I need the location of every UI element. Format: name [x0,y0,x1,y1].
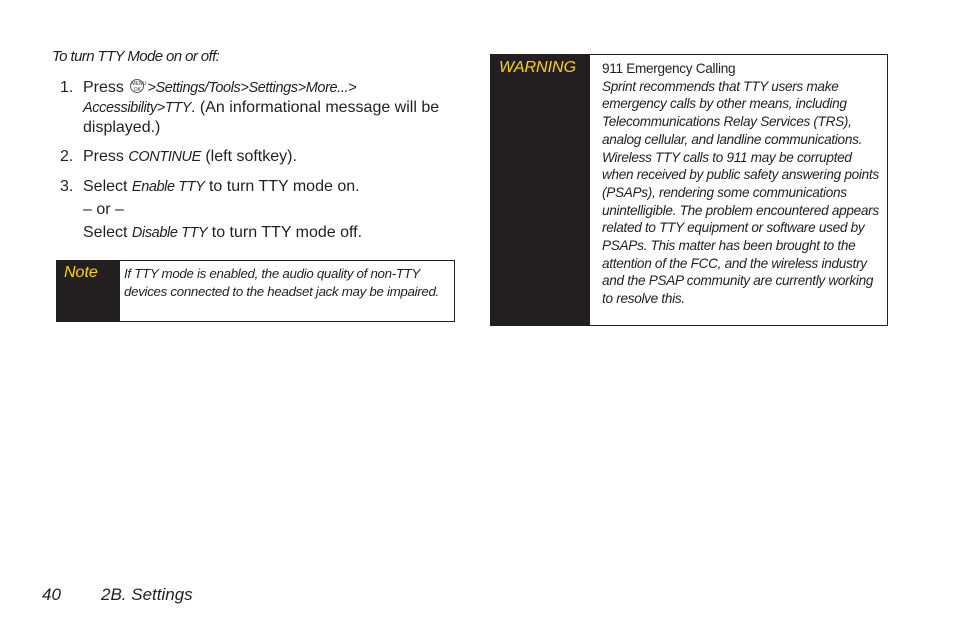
step-2 [60,147,445,167]
path-separator: > [240,80,249,96]
step-number: 3. [60,178,74,195]
path-separator: > [147,80,156,96]
section-title: 2B. Settings [101,585,193,604]
disable-tty-option: Disable TTY [131,225,208,241]
warning-text: Sprint recommends that TTY users make emergency calls by other means, including Telecommunications Relay Services (TRS), analog cellular, and landline communications. Wireless TTY calls to 911 may be corrupted when received by public safety answering points (PSAPs), rendering some communications unintelligible. The problem encountered appears related to TTY equipment or software used by PSAPs. This matter has been brought to the attention of the FCC, and the wireless industry and the PSAP community are currently working to resolve this. [602,78,879,307]
continue-softkey-label: CONTINUE [128,149,201,165]
step-number: 1. [60,79,74,96]
press-label: Press [83,148,124,165]
procedure-heading: To turn TTY Mode on or off: [52,48,220,65]
note-label: Note [57,261,120,321]
step-3 [60,177,445,243]
enable-description: to turn TTY mode on. [208,178,360,195]
path-tty: TTY [164,100,192,116]
path-separator: > [156,100,165,116]
warning-box [490,54,888,326]
path-separator: > [348,80,357,96]
path-settings: Settings [248,80,298,96]
press-label: Press [83,79,124,96]
step-2-description: (left softkey). [205,148,297,165]
path-more: More... [305,80,349,96]
step-1 [60,78,445,138]
menu-ok-key-icon [130,79,147,93]
path-separator: > [297,80,306,96]
enable-tty-option: Enable TTY [131,179,205,195]
menu-key-line1: MENU [131,81,147,87]
warning-title: 911 Emergency Calling [602,61,736,76]
step-number: 2. [60,148,74,165]
or-separator: – or – [83,201,124,218]
path-settings-tools: Settings/Tools [155,80,241,96]
path-accessibility: Accessibility [83,100,157,116]
select-label: Select [83,224,128,241]
note-box [56,260,455,322]
warning-label: WARNING [491,55,590,325]
page-number: 40 [42,585,61,604]
note-text: If TTY mode is enabled, the audio quality of non-TTY devices connected to the headset jack may be impaired. [124,266,439,299]
menu-key-line2: OK [133,87,141,93]
select-label: Select [83,178,128,195]
step-1-description: . (An informational message will be displayed.) [83,99,440,136]
disable-description: to turn TTY mode off. [211,224,363,241]
